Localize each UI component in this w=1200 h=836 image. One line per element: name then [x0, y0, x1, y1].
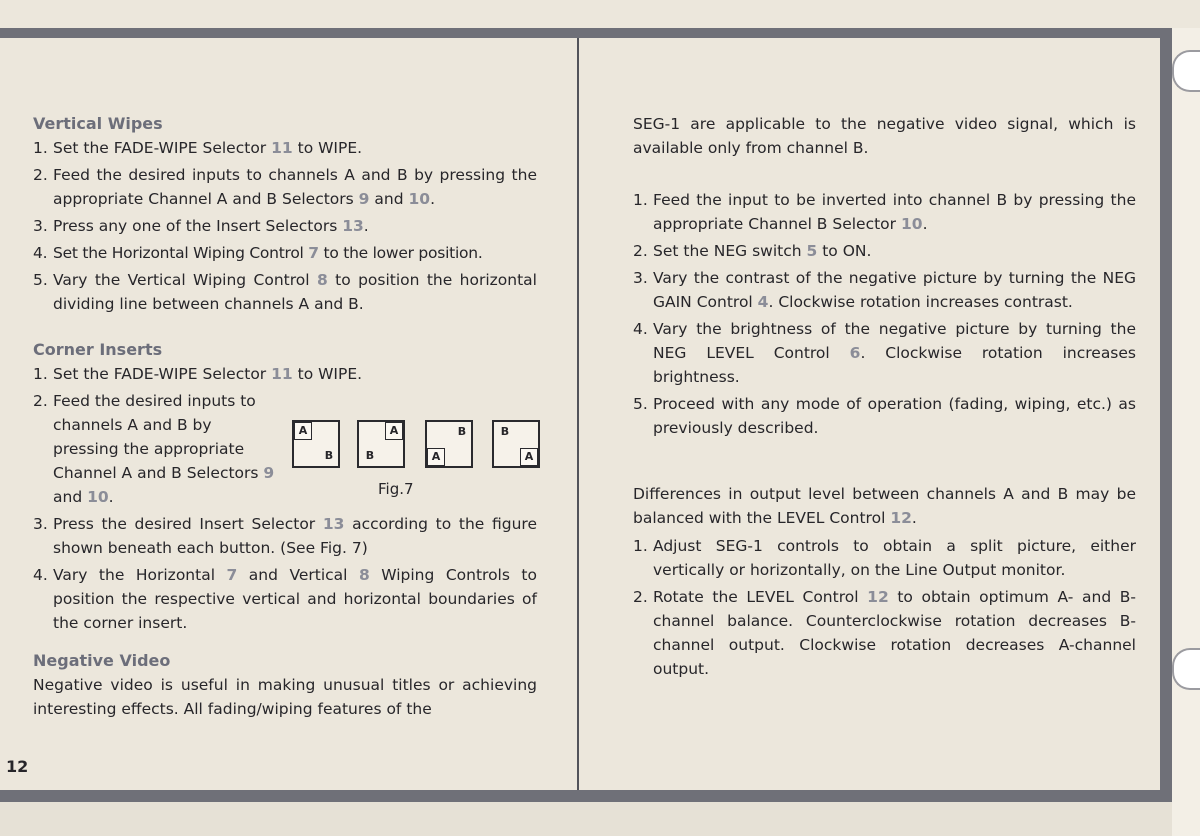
page-edge [1172, 28, 1200, 836]
figure-caption: Fig.7 [378, 480, 414, 498]
list-item: 4. Set the Horizontal Wiping Control 7 to the lower position. [33, 244, 483, 262]
background-label: B [500, 425, 510, 438]
frame-bottom-bar [0, 790, 1172, 802]
insert-label: A [385, 422, 403, 440]
insert-label: A [520, 448, 538, 466]
list-item: 1. Feed the input to be inverted into channel B by pressing the appropriate Channel B Selector 10. [633, 191, 1136, 233]
insert-label: A [294, 422, 312, 440]
frame-top-bar [0, 28, 1172, 38]
background-label: B [457, 425, 467, 438]
list-item: 1. Set the FADE-WIPE Selector 11 to WIPE. [33, 365, 363, 383]
binder-hole-top [1172, 50, 1200, 92]
list-item: 2. Feed the desired inputs to channels A and B by pressing the appropriate Channel A and B Selectors 9 and 10. [33, 166, 537, 208]
insert-label: A [427, 448, 445, 466]
column-divider [577, 38, 579, 790]
corner-inserts-heading: Corner Inserts [33, 340, 163, 359]
list-item: 2. Rotate the LEVEL Control 12 to obtain optimum A- and B-channel balance. Counterclockwise rotation decreases B-channel output. Clockwise rotation decreases A-channel output. [633, 588, 1136, 678]
negative-video-heading: Negative Video [33, 651, 171, 670]
page-number: 12 [6, 757, 29, 776]
list-item: 2. Feed the desired inputs to channels A and B by pressing the appropriate Channel A and B Selectors 9 and 10. [33, 392, 275, 506]
list-item: 3. Press the desired Insert Selector 13 according to the figure shown beneath each button. (See Fig. 7) [33, 515, 537, 557]
figure-7 [292, 420, 540, 500]
insert-diagram-bottom-right [492, 420, 540, 468]
binder-hole-bottom [1172, 648, 1200, 690]
left-column [33, 112, 537, 721]
page-bottom-margin [0, 802, 1172, 836]
list-item: 1. Set the FADE-WIPE Selector 11 to WIPE. [33, 139, 363, 157]
vertical-wipes-steps [33, 136, 537, 316]
insert-diagram-top-right [357, 420, 405, 468]
level-balance-intro: Differences in output level between channels A and B may be balanced with the LEVEL Control 12. [633, 485, 1136, 527]
list-item: 2. Set the NEG switch 5 to ON. [633, 242, 872, 260]
frame-right-bar [1160, 28, 1172, 802]
list-item: 3. Vary the contrast of the negative picture by turning the NEG GAIN Control 4. Clockwise rotation increases contrast. [633, 269, 1136, 311]
insert-diagram-top-left [292, 420, 340, 468]
list-item: 3. Press any one of the Insert Selectors 13. [33, 217, 369, 235]
list-item: 5. Proceed with any mode of operation (fading, wiping, etc.) as previously described. [633, 395, 1136, 437]
list-item: 1. Adjust SEG-1 controls to obtain a split picture, either vertically or horizontally, on the Line Output monitor. [633, 537, 1136, 579]
right-column [633, 112, 1136, 684]
list-item: 5. Vary the Vertical Wiping Control 8 to position the horizontal dividing line between channels A and B. [33, 271, 537, 313]
vertical-wipes-heading: Vertical Wipes [33, 114, 163, 133]
list-item: 4. Vary the brightness of the negative picture by turning the NEG LEVEL Control 6. Clockwise rotation increases brightness. [633, 320, 1136, 386]
level-balance-steps [633, 534, 1136, 681]
negative-video-intro: Negative video is useful in making unusual titles or achieving interesting effects. All fading/wiping features of the [33, 676, 537, 718]
background-label: B [365, 449, 375, 462]
list-item: 4. Vary the Horizontal 7 and Vertical 8 Wiping Controls to position the respective vertical and horizontal boundaries of the corner insert. [33, 566, 537, 632]
negative-video-steps [633, 188, 1136, 440]
background-label: B [324, 449, 334, 462]
insert-diagram-bottom-left [425, 420, 473, 468]
negative-video-continuation: SEG-1 are applicable to the negative video signal, which is available only from channel B. [633, 115, 1136, 157]
